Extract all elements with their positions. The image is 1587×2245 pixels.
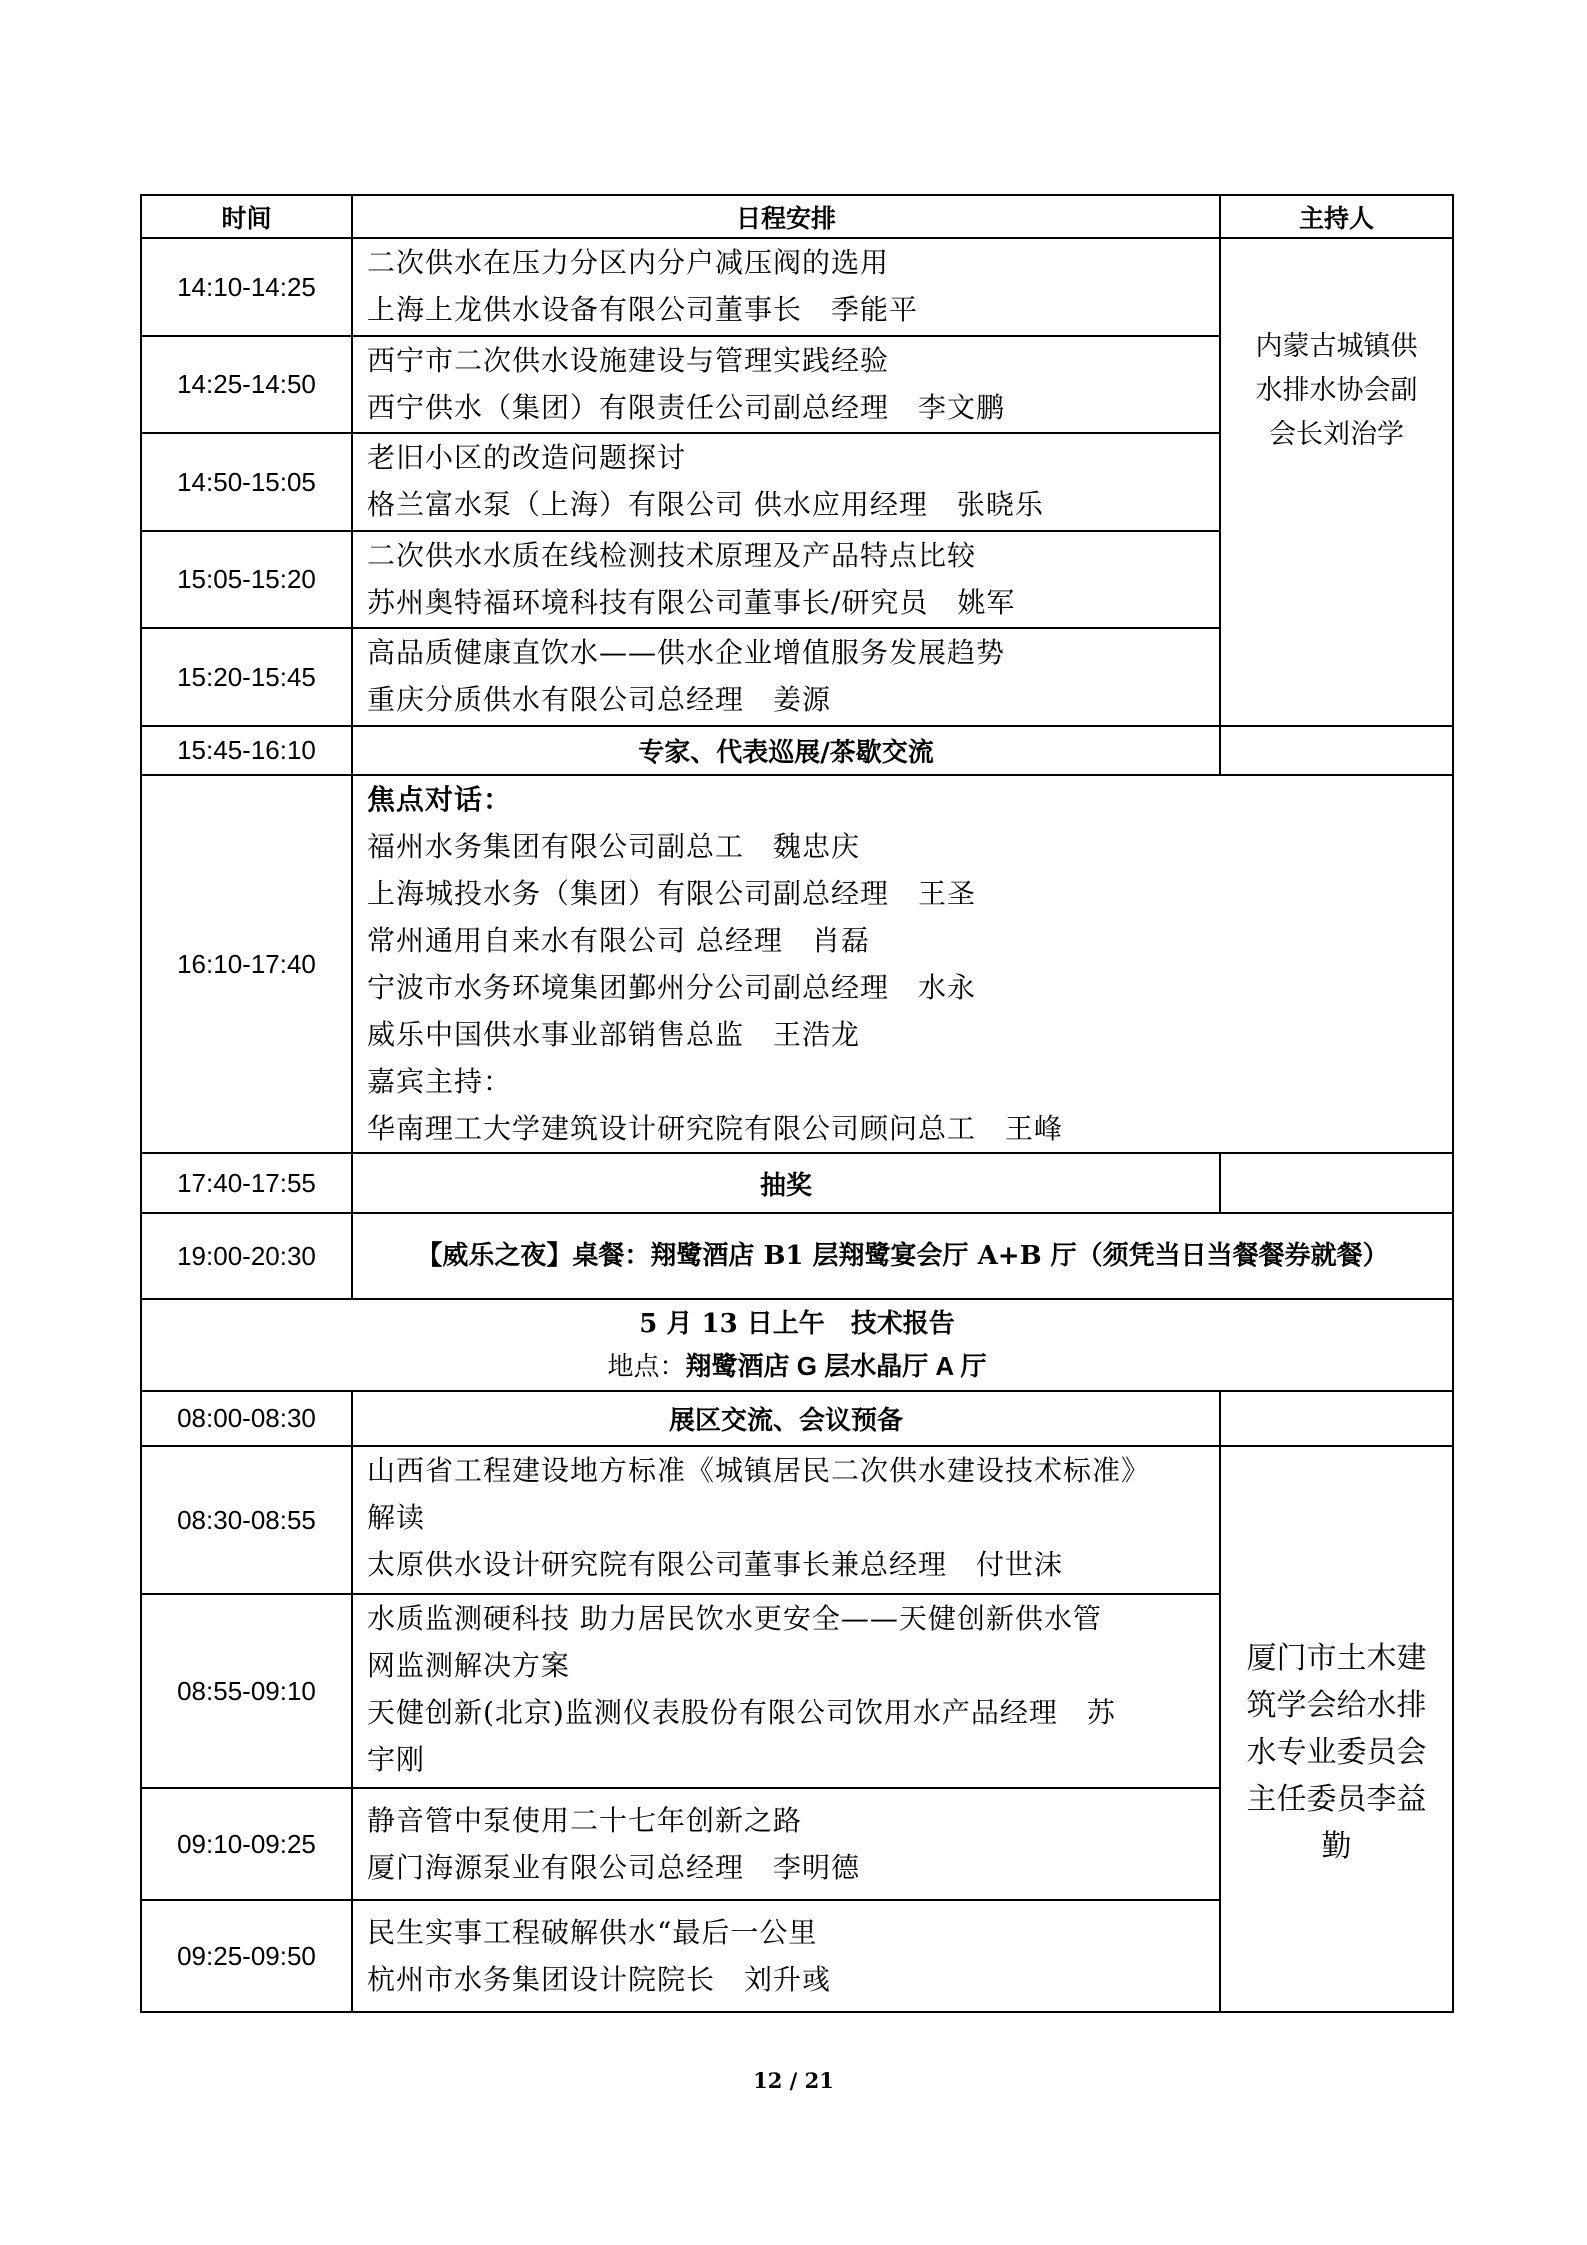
session-time: 08:30-08:55 — [141, 1446, 352, 1594]
session-title: 二次供水在压力分区内分户减压阀的选用 — [367, 246, 890, 279]
host-line: 水专业委员会 — [1246, 1735, 1427, 1770]
session-content — [352, 628, 1220, 726]
table-row — [141, 238, 1453, 336]
table-row — [141, 1213, 1453, 1299]
session-speaker: 上海上龙供水设备有限公司董事长 季能平 — [367, 293, 919, 326]
host-line: 主任委员李益 — [1246, 1782, 1427, 1817]
panel-content — [352, 775, 1453, 1153]
session-time: 14:10-14:25 — [141, 238, 352, 336]
session-time: 14:50-15:05 — [141, 433, 352, 531]
day-section-header — [141, 1299, 1453, 1391]
session-time: 08:00-08:30 — [141, 1391, 352, 1446]
host-cell-empty — [1220, 1391, 1453, 1446]
table-row — [141, 775, 1453, 1153]
day-location — [142, 1345, 1452, 1388]
exhibition-label: 展区交流、会议预备 — [352, 1391, 1220, 1446]
table-row — [141, 1299, 1453, 1391]
session-title: 二次供水水质在线检测技术原理及产品特点比较 — [367, 539, 977, 572]
session-content — [352, 1788, 1220, 1900]
session-title: 西宁市二次供水设施建设与管理实践经验 — [367, 344, 890, 377]
header-schedule: 日程安排 — [352, 195, 1220, 238]
session-speaker: 太原供水设计研究院有限公司董事长兼总经理 付世沫 — [367, 1548, 1064, 1581]
host-line: 会长刘治学 — [1269, 419, 1404, 450]
session-title: 网监测解决方案 — [367, 1649, 571, 1682]
session-speaker: 苏州奥特福环境科技有限公司董事长/研究员 姚军 — [367, 586, 1016, 619]
session-speaker: 西宁供水（集团）有限责任公司副总经理 李文鹏 — [367, 391, 1006, 424]
session-speaker: 重庆分质供水有限公司总经理 姜源 — [367, 683, 832, 716]
panel-speaker: 威乐中国供水事业部销售总监 王浩龙 — [367, 1018, 861, 1051]
schedule-table — [140, 194, 1454, 2013]
session-time: 16:10-17:40 — [141, 775, 352, 1153]
host-line: 厦门市土木建 — [1246, 1641, 1427, 1676]
session-title: 静音管中泵使用二十七年创新之路 — [367, 1804, 803, 1837]
session-title: 民生实事工程破解供水“最后一公里 — [367, 1916, 818, 1949]
page-number: 12 / 21 — [753, 2068, 834, 2093]
host-cell — [1220, 1446, 1453, 2012]
panel-speaker: 上海城投水务（集团）有限公司副总经理 王圣 — [367, 877, 977, 910]
session-speaker: 宇刚 — [367, 1743, 426, 1776]
panel-title: 焦点对话： — [367, 783, 513, 816]
lottery-label: 抽奖 — [352, 1153, 1220, 1213]
session-content — [352, 531, 1220, 628]
session-title: 山西省工程建设地方标准《城镇居民二次供水建设技术标准》 — [367, 1454, 1151, 1487]
session-time: 15:20-15:45 — [141, 628, 352, 726]
break-label: 专家、代表巡展/茶歇交流 — [352, 726, 1220, 775]
session-title: 高品质健康直饮水——供水企业增值服务发展趋势 — [367, 636, 1006, 669]
session-speaker: 厦门海源泵业有限公司总经理 李明德 — [367, 1851, 861, 1884]
host-line: 筑学会给水排 — [1246, 1688, 1427, 1723]
location-value: 翔鹭酒店 G 层水晶厅 A 厅 — [685, 1350, 987, 1381]
table-row — [141, 726, 1453, 775]
session-speaker: 杭州市水务集团设计院院长 刘升彧 — [367, 1963, 832, 1996]
table-row — [141, 1446, 1453, 1594]
session-title: 水质监测硬科技 助力居民饮水更安全——天健创新供水管 — [367, 1602, 1102, 1635]
host-line: 内蒙古城镇供 — [1255, 331, 1418, 362]
session-content — [352, 238, 1220, 336]
host-cell-empty — [1220, 726, 1453, 775]
session-time: 17:40-17:55 — [141, 1153, 352, 1213]
session-time: 09:25-09:50 — [141, 1900, 352, 2012]
session-speaker: 天健创新(北京)监测仪表股份有限公司饮用水产品经理 苏 — [367, 1696, 1116, 1729]
session-time: 08:55-09:10 — [141, 1594, 352, 1788]
session-title: 老旧小区的改造问题探讨 — [367, 441, 687, 474]
table-row — [141, 1391, 1453, 1446]
session-time: 14:25-14:50 — [141, 336, 352, 433]
session-content — [352, 433, 1220, 531]
session-content — [352, 336, 1220, 433]
session-speaker: 格兰富水泵（上海）有限公司 供水应用经理 张晓乐 — [367, 488, 1044, 521]
session-time: 15:45-16:10 — [141, 726, 352, 775]
panel-moderator: 华南理工大学建筑设计研究院有限公司顾问总工 王峰 — [367, 1112, 1064, 1145]
session-time: 09:10-09:25 — [141, 1788, 352, 1900]
header-host: 主持人 — [1220, 195, 1453, 238]
table-row — [141, 1153, 1453, 1213]
panel-speaker: 宁波市水务环境集团鄞州分公司副总经理 水永 — [367, 971, 977, 1004]
host-cell — [1220, 238, 1453, 726]
session-title: 解读 — [367, 1501, 426, 1534]
banquet-label: 【威乐之夜】桌餐：翔鹭酒店 B1 层翔鹭宴会厅 A+B 厅（须凭当日当餐餐券就餐） — [352, 1213, 1453, 1299]
session-content — [352, 1446, 1220, 1594]
panel-speaker: 福州水务集团有限公司副总工 魏忠庆 — [367, 830, 861, 863]
session-content — [352, 1594, 1220, 1788]
panel-speaker: 常州通用自来水有限公司 总经理 肖磊 — [367, 924, 870, 957]
table-header-row — [141, 195, 1453, 238]
panel-moderator-label: 嘉宾主持： — [367, 1065, 513, 1098]
host-cell-empty — [1220, 1153, 1453, 1213]
day-title: 5 月 13 日上午 技术报告 — [639, 1308, 955, 1339]
location-label: 地点： — [607, 1351, 686, 1382]
session-time: 15:05-15:20 — [141, 531, 352, 628]
session-content — [352, 1900, 1220, 2012]
header-time: 时间 — [141, 195, 352, 238]
host-line: 水排水协会副 — [1255, 375, 1418, 406]
host-line: 勤 — [1321, 1829, 1352, 1864]
session-time: 19:00-20:30 — [141, 1213, 352, 1299]
